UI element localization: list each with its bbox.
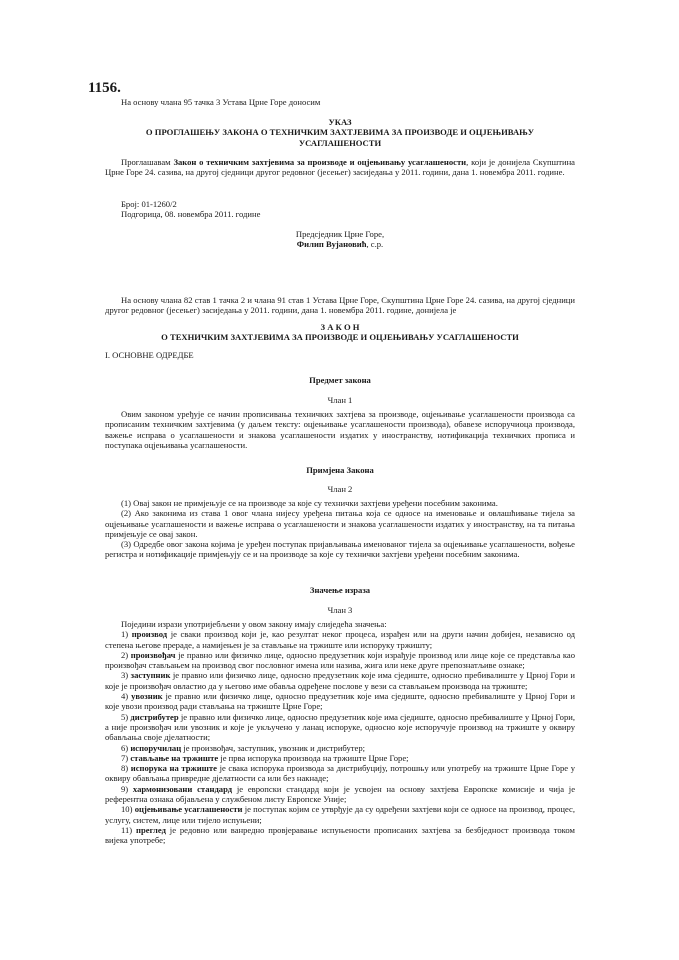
definition-term: преглед (136, 824, 166, 835)
definition-item: 10) оцјењивање усаглашености је поступак којим се утврђује да су одређени захтјеви који се односе на производ, процес, услугу, систем, лице или тијело испуњени; (105, 804, 575, 825)
definition-item: 2) произвођач је правно или физичко лице, односно предузетник који израђује производ или лице које се представља као произвођач стављањем на производ свог пословног имена или назива, жига или неке друге препознатљиве ознаке; (105, 649, 576, 671)
law-name: Закон о техничким захтјевима за производе и оцјењивању усаглашености (173, 157, 467, 167)
law-subtitle: О ТЕХНИЧКИМ ЗАХТЈЕВИМА ЗА ПРОИЗВОДЕ И ОЦЈЕЊИВАЊУ УСАГЛАШЕНОСТИ (161, 332, 519, 343)
definition-term: произвођач (130, 649, 176, 660)
law-header (105, 322, 575, 343)
definition-item: 9) хармонизовани стандард је европски стандард који је усвојен на основу захтјева Европске комисије и чија је референтна ознака објављена у службеном листу Европске Уније; (105, 783, 576, 805)
article-2-label: Члан 2 (327, 484, 353, 494)
definition-item: 8) испорука на тржиште је свака испорука производа за дистрибуцију, потрошњу или употребу на тржиште Црне Горе у оквиру обављања привредне дјелатности са или без накнаде; (105, 763, 575, 784)
definition-term: стављање на тржиште (130, 752, 219, 763)
definition-term: производ (131, 629, 168, 640)
definition-term: хармонизовани стандард (132, 783, 233, 794)
heading-subject: Предмет закона (309, 375, 371, 385)
decree-basis: На основу члана 95 тачка 3 Устава Црне Горе доносим (121, 97, 321, 107)
article-2-text: (1) Овај закон не примјењује се на производе за које су технички захтјеви уређени посебним законима. (2) Ако законима из става 1 овог члана нијесу уређена питања која се односе на именовање и овлашћивање тијела за оцјењивање усаглашености и важење исправа о усаглашености и знакова усаглашености издатих у иностранству, на та питања примјењује се овај закон. (3) Одредбе овог закона којима је уређен поступак пријављивања именованог тијела за оцјењивање усаглашености, вођење регистра и нотификације примјењују се и на производе за које су технички захтјеви уређени посебним законима. (105, 498, 575, 560)
article-3-label: Члан 3 (327, 605, 353, 615)
definition-term: заступник (130, 670, 171, 681)
article-1-label: Члан 1 (327, 395, 353, 405)
decree-reference (105, 199, 575, 220)
law-title: З А К О Н (320, 322, 360, 332)
definition-term: оцјењивање усаглашености (134, 804, 243, 815)
decree-header (105, 117, 575, 148)
section-1-heading: I. ОСНОВНЕ ОДРЕДБЕ (105, 350, 194, 360)
definition-item: 7) стављање на тржиште је прва испорука производа на тржиште Црне Горе; (121, 752, 409, 763)
definition-item: 1) производ је сваки производ који је, као резултат неког процеса, израђен или на други начин добијен, независно од степена његове прераде, а намијењен је за стављање на тржиште или испоруку тржишту; (105, 629, 576, 650)
signer-name: Филип Вујановић (296, 239, 367, 250)
law-basis: На основу члана 82 став 1 тачка 2 и члана 91 став 1 Устава Црне Горе, Скупштина Црне Горе 24. сазива, на другој сједници другог редовног (јесењег) засиједања у 2011. години, дана 1. новембра 2011. године, донијела је (105, 295, 575, 316)
decree-title: УКАЗ (328, 117, 352, 127)
signer-title: Предсједник Црне Горе, (295, 229, 385, 239)
heading-meaning: Значење израза (309, 585, 371, 595)
decree-subtitle: О ПРОГЛАШЕЊУ ЗАКОНА О ТЕХНИЧКИМ ЗАХТЈЕВИМА ЗА ПРОИЗВОДЕ И ОЦЈЕЊИВАЊУ УСАГЛАШЕНОСТИ (145, 127, 535, 148)
decree-body: Проглашавам Закон о техничким захтјевима за производе и оцјењивању усаглашености, који је донијела Скупштина Црне Горе 24. сазива, на другој сједници другог редовног (јесењег) засиједања у 2011. години, дана 1. новембра 2011. године. (105, 157, 575, 178)
definition-item: 11) преглед је редовно или ванредно провјеравање испуњености прописаних захтјева за безбједност производа током вијека употребе; (105, 824, 575, 846)
reference-number: Број: 01-1260/2 (121, 199, 177, 209)
article-1-text: Овим законом уређује се начин прописивања техничких захтјева за производе, оцјењивање усаглашености производа са прописаним техничким захтјевима (у даљем тексту: оцјењивање усаглашености производа), обавезе испоручиоца производа, важење исправа о усаглашености и знакова усаглашености издатих у иностранству, нотификација техничких прописа и поступака оцјењивања усаглашености. (105, 409, 575, 450)
article-3-text: Поједини изрази употријебљени у овом закону имају слиједећа значења: 1) производ је сваки производ који је, као резултат неког процеса, израђен или на други начин добијен, независно од степена његове прераде, а намијењен је за стављање на тржиште или испоруку тржишту; 2) произвођач је правно или физичко лице, односно предузетник који израђује производ или лице које се представља као произвођач стављањем на производ свог пословног имена или назива, жига или неке друге препознатљиве ознаке; 3) заступник је правно или физичко лице, односно предузетник које има сједиште, односно пребивалиште у Црној Гори и које је произвођач овластио да у његово име обавља одређене послове у вези са стављањем производа на тржиште; 4) увозник је правно или физичко лице, односно предузетник које има сједиште, односно пребивалиште у Црној Гори и које увози производ ради стављања на тржиште Црне Горе; 5) дистрибутер је правно или физичко лице, односно предузетник које има сједиште, односно пребивалиште у Црној Гори, а није произвођач или увозник и које је укључено у ланац испоруке, односно које испоручује производ на тржиште у оквиру обављања своје дјелатности; 6) испоручилац је произвођач, заступник, увозник и дистрибутер; 7) стављање на тржиште је прва испорука производа на тржиште Црне Горе; 8) испорука на тржиште је свака испорука производа за дистрибуцију, потрошњу или употребу на тржиште Црне Горе у оквиру обављања привредне дјелатности са или без накнаде; 9) хармонизовани стандард је европски стандард који је усвојен на основу захтјева Европске комисије и чија је референтна ознака објављена у службеном листу Европске Уније; 10) оцјењивање усаглашености је поступак којим се утврђује да су одређени захтјеви који се односе на производ, процес, услугу, систем, лице или тијело испуњени; 11) преглед је редовно или ванредно провјеравање испуњености прописаних захтјева за безбједност производа током вијека употребе; (105, 619, 576, 846)
signature-block: Предсједник Црне Горе, Филип Вујановић, с.р. (105, 229, 575, 250)
definition-item: 5) дистрибутер је правно или физичко лице, односно предузетник које има сједиште, односно пребивалиште у Црној Гори, а није произвођач или увозник и које је укључено у ланац испоруке, односно које испоручује производ на тржиште у оквиру обављања своје дјелатности; (105, 711, 575, 743)
definitions-list (105, 629, 575, 845)
definition-item: 6) испоручилац је произвођач, заступник, увозник и дистрибутер; (121, 742, 366, 753)
definition-term: дистрибутер (130, 711, 179, 722)
definition-item: 3) заступник је правно или физичко лице, односно предузетник које има сједиште, односно пребивалиште у Црној Гори и које је произвођач овластио да у његово име обавља одређене послове у вези са стављањем производа на тржиште; (105, 670, 576, 691)
definition-term: увозник (131, 691, 163, 702)
heading-application: Примјена Закона (306, 465, 374, 475)
definition-item: 4) увозник је правно или физичко лице, односно предузетник које има сједиште, односно пребивалиште у Црној Гори и које увози производ ради стављања на тржиште Црне Горе; (105, 691, 575, 712)
place-date: Подгорица, 08. новембра 2011. године (121, 209, 261, 220)
definition-term: испоручилац (130, 742, 182, 753)
definition-term: испорука на тржиште (130, 763, 217, 774)
decree-number: 1156. (88, 80, 121, 96)
